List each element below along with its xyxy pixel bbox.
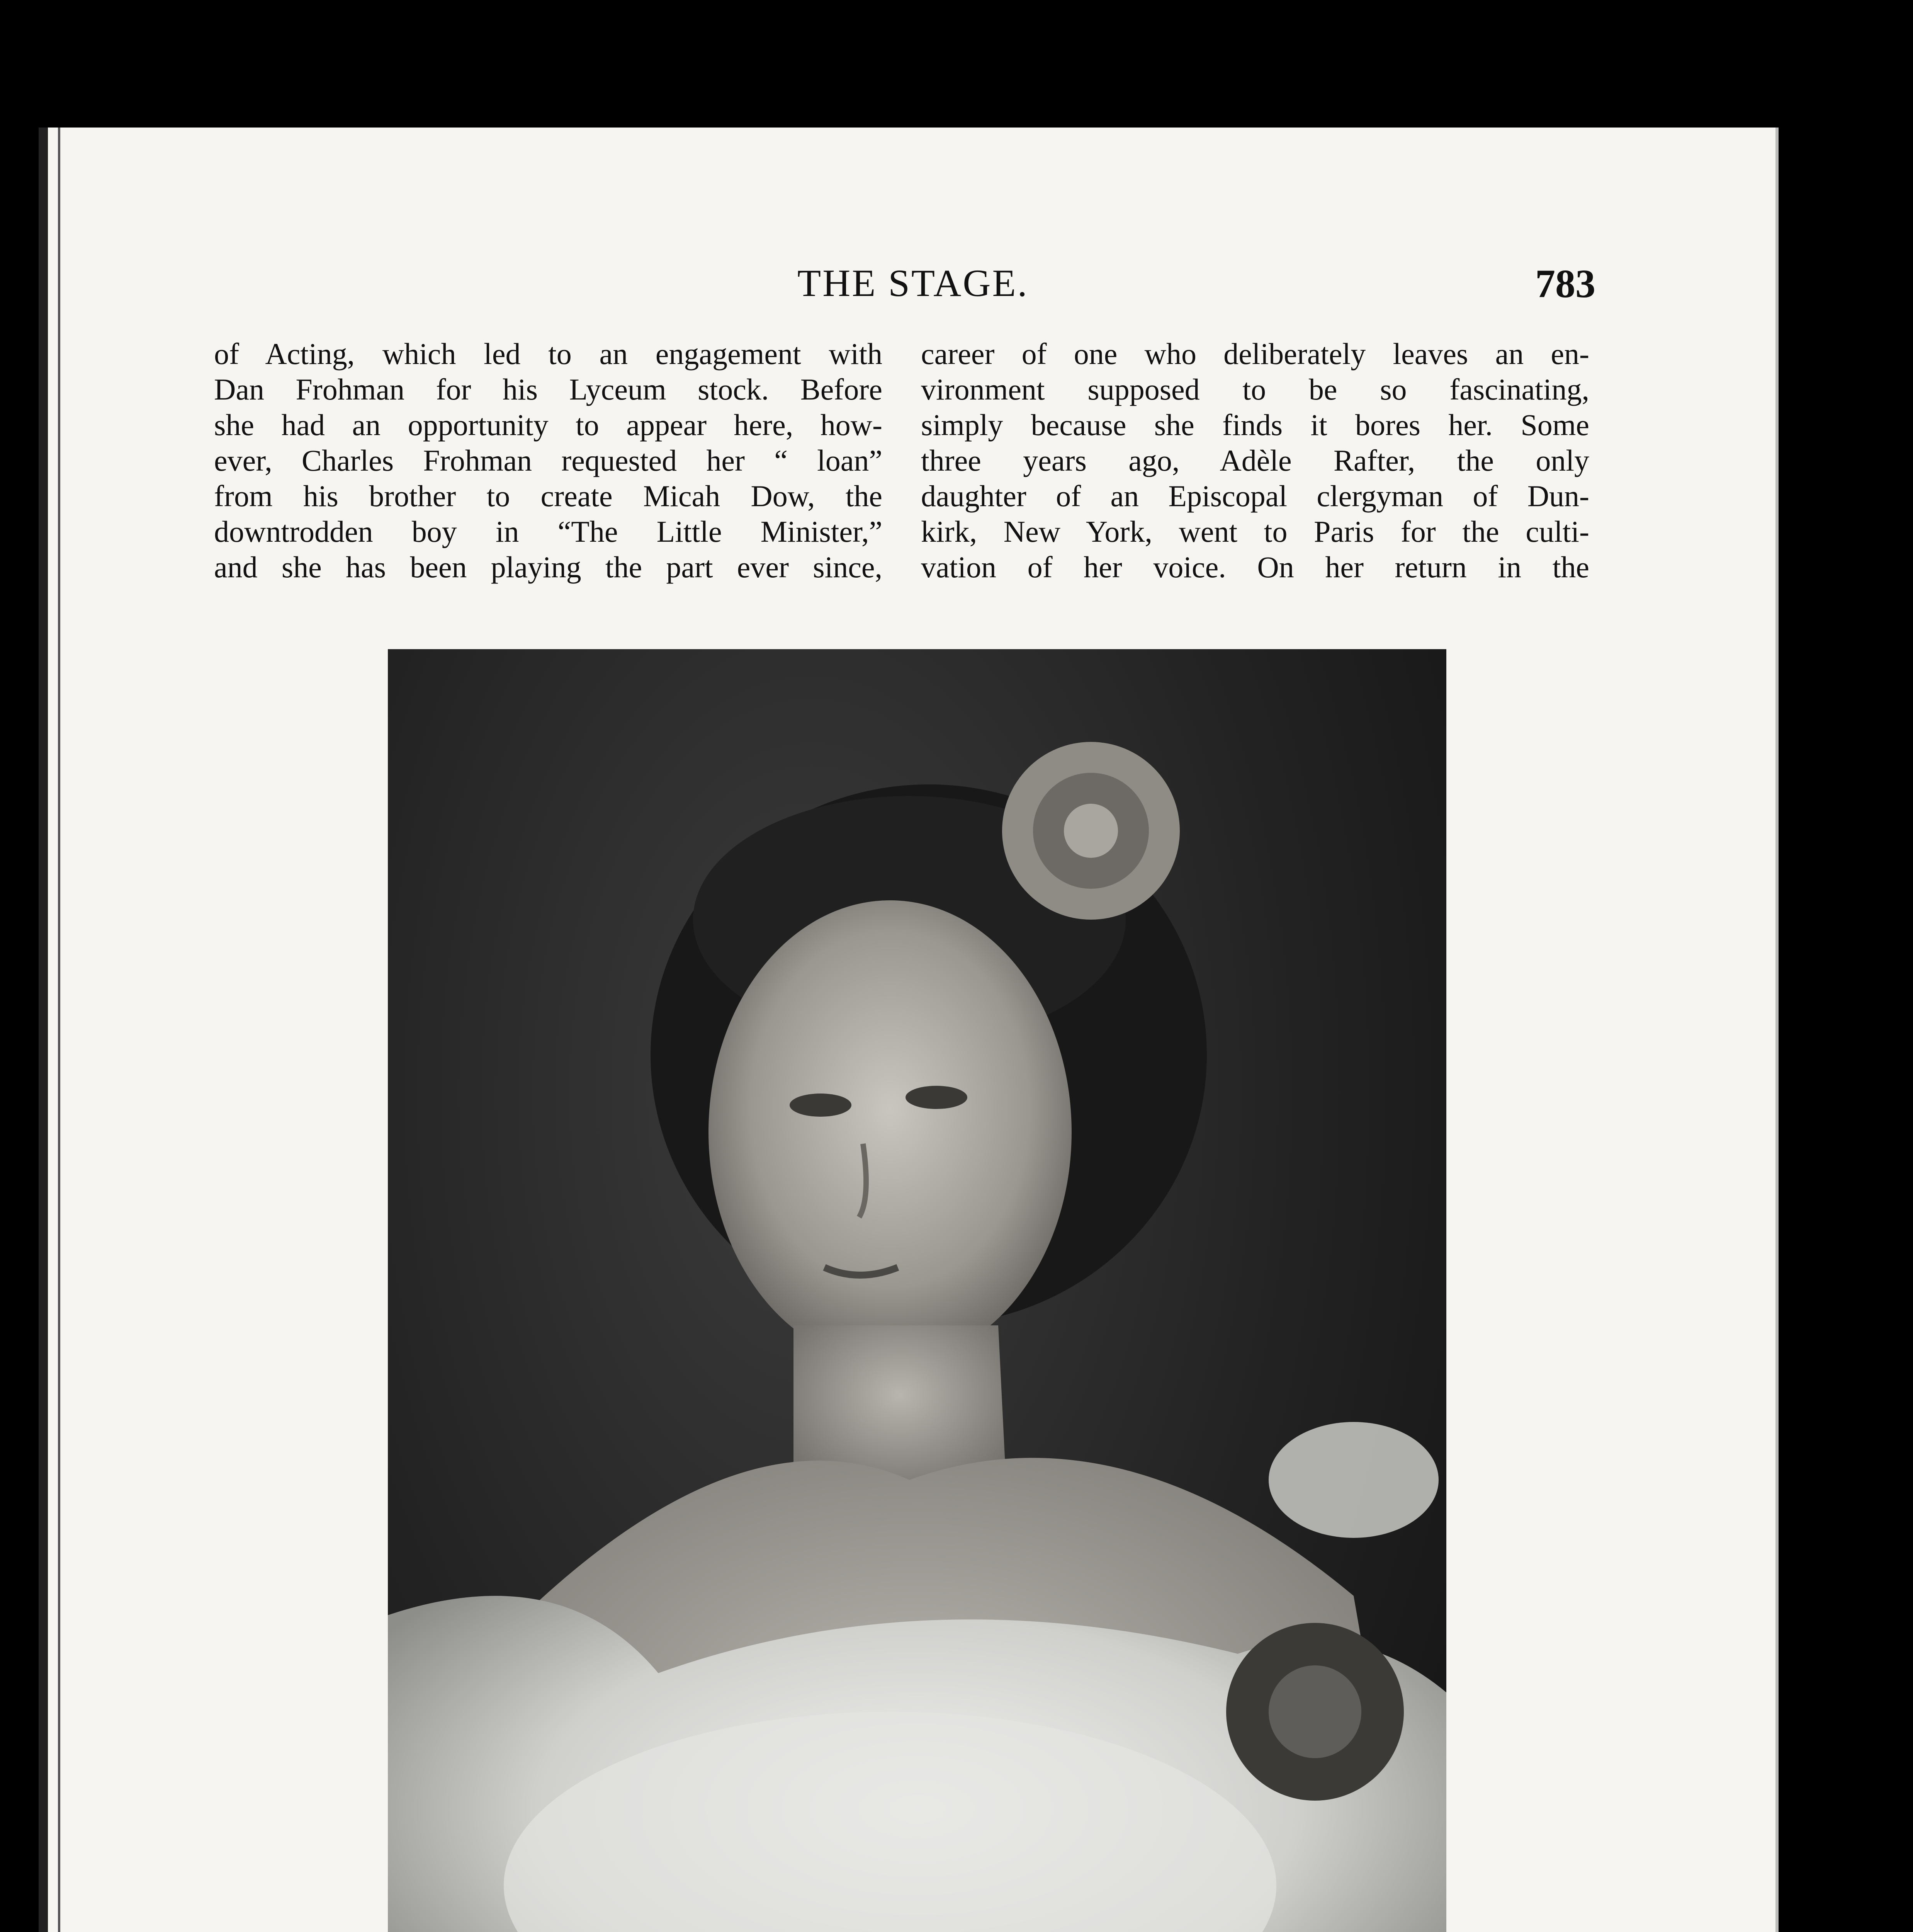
text-line: vation of her voice. On her return in the — [921, 550, 1589, 584]
magazine-page — [39, 128, 1777, 1932]
running-title: THE STAGE. — [797, 262, 1029, 304]
portrait-illustration — [388, 649, 1446, 1932]
portrait-photograph — [388, 649, 1446, 1932]
text-line: vironment supposed to be so fascinating, — [921, 372, 1589, 406]
page-number: 783 — [1535, 262, 1595, 306]
text-line: career of one who deliberately leaves an en- — [921, 337, 1589, 371]
text-line: kirk, New York, went to Paris for the culti- — [921, 515, 1589, 548]
text-line: ever, Charles Frohman requested her “ loan” — [214, 444, 882, 477]
text-line: Dan Frohman for his Lyceum stock. Before — [214, 372, 882, 406]
spine-shadow — [58, 128, 60, 1932]
text-line: simply because she finds it bores her. Some — [921, 408, 1589, 442]
text-line: three years ago, Adèle Rafter, the only — [921, 444, 1589, 477]
text-line: downtrodden boy in “The Little Minister,” — [214, 515, 882, 548]
text-line: from his brother to create Micah Dow, the — [214, 479, 882, 513]
text-line: she had an opportunity to appear here, how- — [214, 408, 882, 442]
column-top-right — [921, 336, 1589, 585]
text-line: and she has been playing the part ever since, — [214, 550, 882, 584]
text-line: daughter of an Episcopal clergyman of Dun- — [921, 479, 1589, 513]
running-header — [48, 261, 1777, 315]
page-edge — [1775, 128, 1779, 1932]
column-top-left — [214, 336, 882, 585]
text-line: of Acting, which led to an engagement with — [214, 337, 882, 371]
